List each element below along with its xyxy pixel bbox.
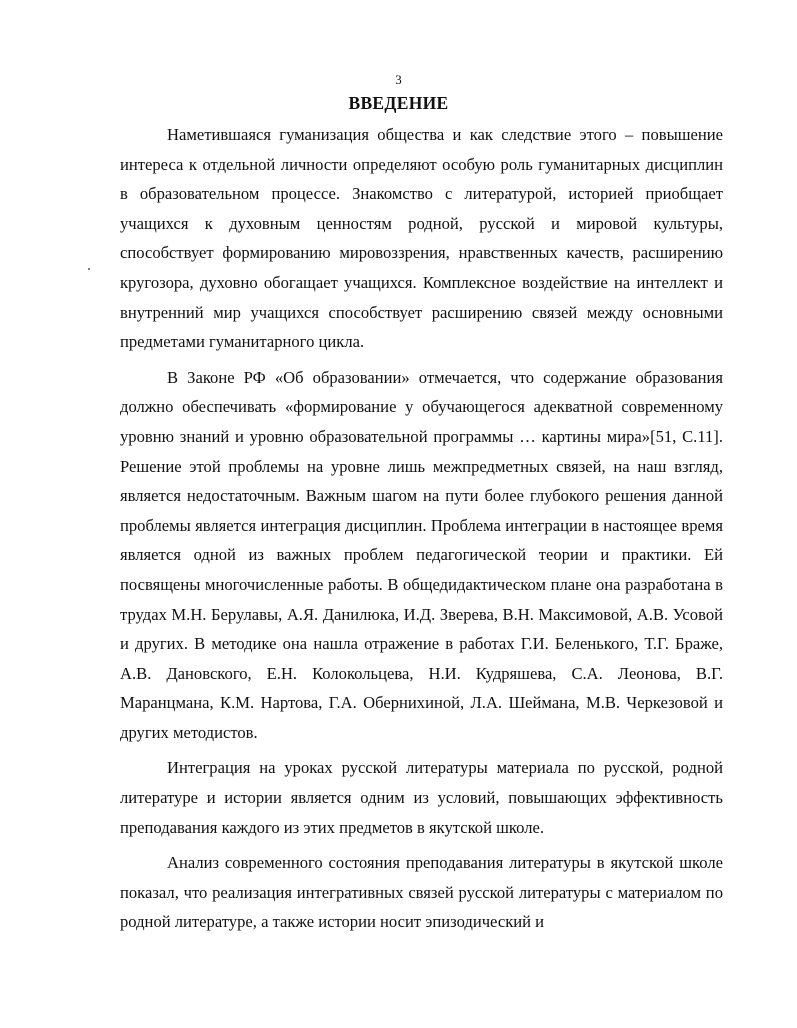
page-number: 3 — [395, 72, 402, 87]
paragraph-2: В Законе РФ «Об образовании» отмечается, что содержание образования должно обеспечивать «формирование у обучающегося адекватной современному уровню знаний и уровню образовательной программы … картины мира»[51, С.11]. Решение этой проблемы на уровне лишь межпредметных связей, на наш взгляд, является недостаточным. Важным шагом на пути более глубокого решения данной проблемы является интеграция дисциплин. Проблема интеграции в настоящее время является одной из важных проблем педагогической теории и практики. Ей посвящены многочисленные работы. В общедидактическом плане она разработана в трудах М.Н. Берулавы, А.Я. Данилюка, И.Д. Зверева, В.Н. Максимовой, А.В. Усовой и других. В методике она нашла отражение в работах Г.И. Беленького, Т.Г. Браже, А.В. Дановского, Е.Н. Колокольцева, Н.И. Кудряшева, С.А. Леонова, В.Г. Маранцмана, К.М. Нартова, Г.А. Обернихиной, Л.А. Шеймана, М.В. Черкезовой и других методистов. — [120, 367, 723, 742]
body-text — [120, 120, 723, 943]
section-heading: ВВЕДЕНИЕ — [348, 93, 449, 113]
paragraph-1: Наметившаяся гуманизация общества и как следствие этого – повышение интереса к отдельной личности определяют особую роль гуманитарных дисциплин в образовательном процессе. Знакомство с литературой, историей приобщает учащихся к духовным ценностям родной, русской и мировой культуры, способствует формированию мировоззрения, нравственных качеств, расширению кругозора, духовно обогащает учащихся. Комплексное воздействие на интеллект и внутренний мир учащихся способствует расширению связей между основными предметами гуманитарного цикла. — [120, 125, 723, 352]
paragraph-3: Интеграция на уроках русской литературы материала по русской, родной литературе и истории является одним из условий, повышающих эффективность преподавания каждого из этих предметов в якутской школе. — [120, 758, 723, 837]
scan-speck — [88, 268, 90, 270]
paragraph-4: Анализ современного состояния преподавания литературы в якутской школе показал, что реализация интегративных связей русской литературы с материалом по родной литературе, а также истории носит эпизодический и — [120, 853, 723, 932]
